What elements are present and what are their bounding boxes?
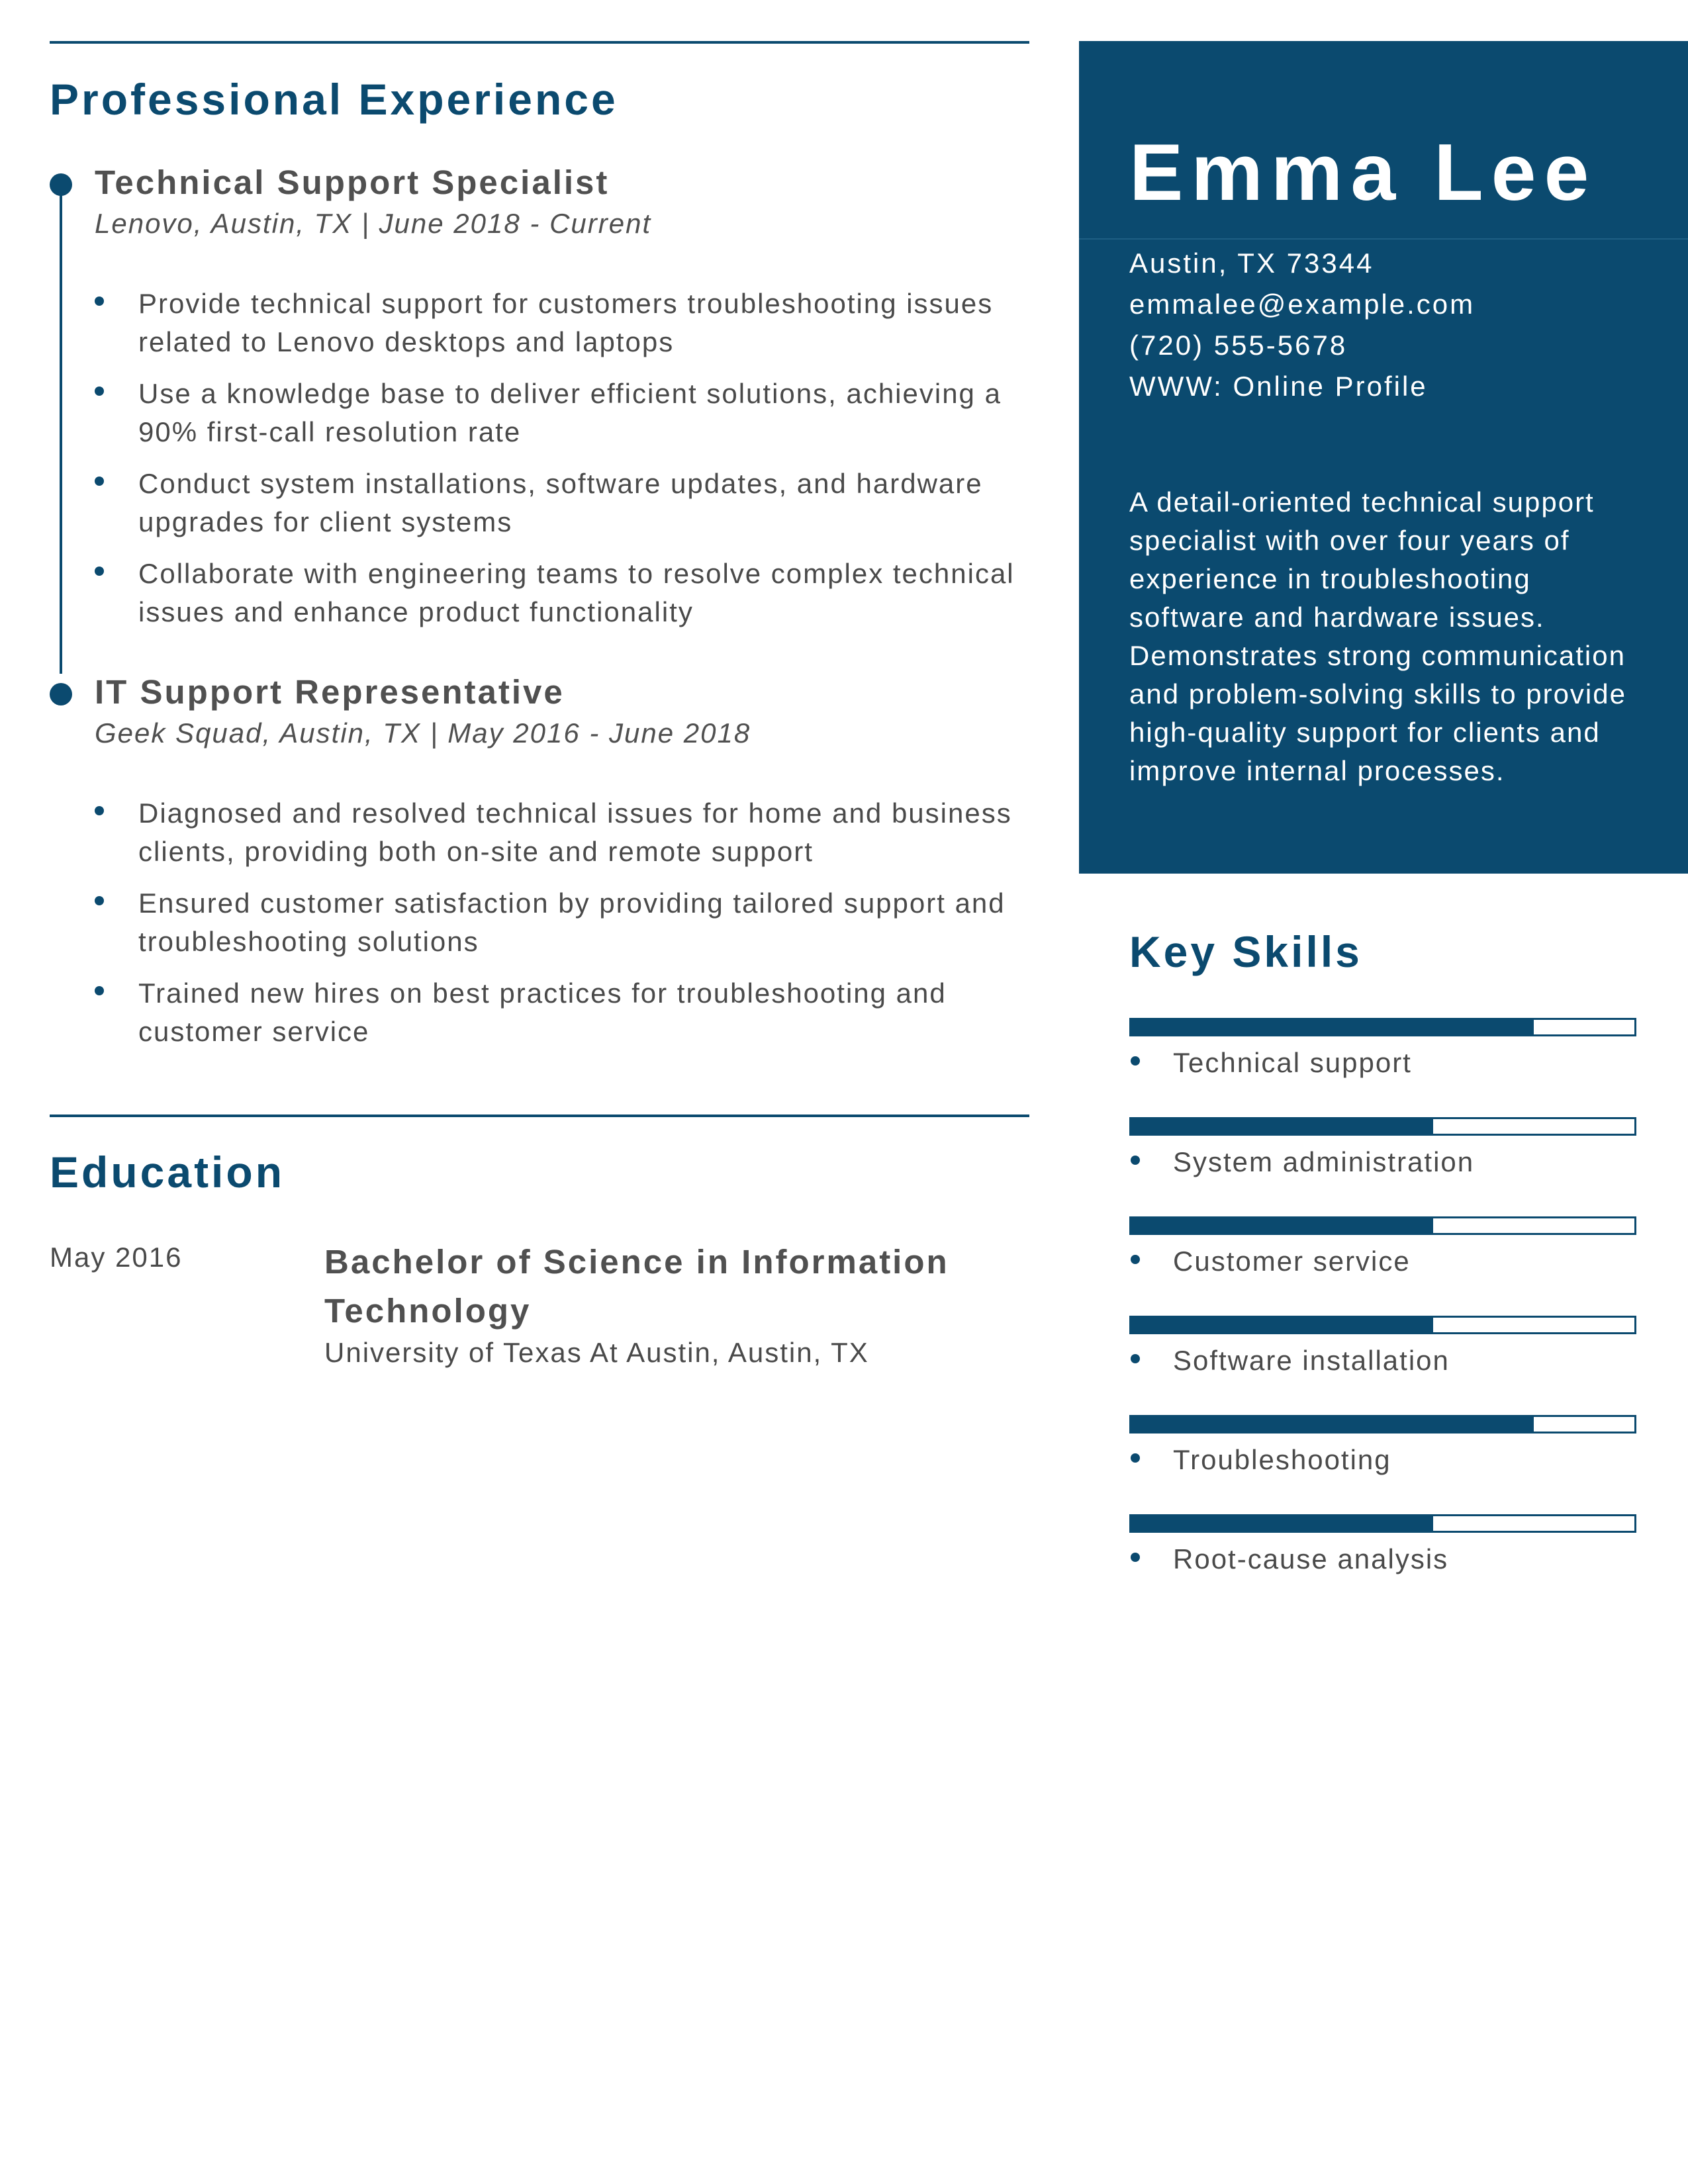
profile-summary: A detail-oriented technical support specialist with over four years of experience in troubleshooting software and hardware issues. Demonstrates strong communication and problem-solving skills to provide high-quality support for clients and improve internal processes. <box>1129 486 1626 786</box>
education-school: University of Texas At Austin, Austin, TX <box>324 1337 869 1368</box>
job-bullet: Conduct system installations, software updates, and hardware upgrades for client systems <box>95 465 1029 541</box>
job-meta <box>95 208 651 240</box>
skill-label: Customer service <box>1129 1246 1411 1277</box>
timeline-dot-icon <box>50 683 72 705</box>
education-divider <box>50 1115 1029 1117</box>
experience-heading: Professional Experience <box>50 75 618 124</box>
skill-level-fill <box>1131 1218 1433 1233</box>
job-bullet: Ensured customer satisfaction by providing tailored support and troubleshooting solutions <box>95 884 1029 961</box>
profile-sidebar <box>1079 41 1688 874</box>
job-bullet: Trained new hires on best practices for troubleshooting and customer service <box>95 974 1029 1051</box>
contact-location: Austin, TX 73344 <box>1129 248 1374 279</box>
skill-label: System administration <box>1129 1146 1474 1178</box>
skill-level-fill <box>1131 1318 1433 1332</box>
job-title: IT Support Representative <box>95 673 565 711</box>
skill-level-bar <box>1129 1117 1636 1136</box>
candidate-name: Emma Lee <box>1129 127 1597 217</box>
timeline-line <box>60 193 62 674</box>
job-bullet: Diagnosed and resolved technical issues for home and business clients, providing both on-site and remote support <box>95 794 1029 871</box>
skill-level-bar <box>1129 1514 1636 1533</box>
skills-heading: Key Skills <box>1129 927 1362 976</box>
skill-label: Software installation <box>1129 1345 1450 1377</box>
education-date: May 2016 <box>50 1242 183 1273</box>
company-name: Lenovo <box>95 208 194 239</box>
job-bullets <box>95 794 1029 1064</box>
education-heading: Education <box>50 1148 285 1197</box>
skill-level-fill <box>1131 1020 1534 1034</box>
skill-level-fill <box>1131 1417 1534 1432</box>
contact-info <box>1129 243 1475 407</box>
skill-label: Root-cause analysis <box>1129 1543 1448 1575</box>
education-degree: Bachelor of Science in Information Technology <box>324 1243 949 1330</box>
skill-label: Troubleshooting <box>1129 1444 1391 1476</box>
timeline-dot-icon <box>50 173 72 196</box>
experience-divider <box>50 41 1029 44</box>
job-title: Technical Support Specialist <box>95 163 610 201</box>
job-bullets <box>95 285 1029 645</box>
skill-level-fill <box>1131 1119 1433 1134</box>
contact-phone: (720) 555-5678 <box>1129 330 1348 361</box>
contact-website[interactable]: WWW: Online Profile <box>1129 371 1428 402</box>
job-bullet: Use a knowledge base to deliver efficient solutions, achieving a 90% first-call resolution rate <box>95 375 1029 451</box>
name-divider <box>1079 238 1688 240</box>
skill-level-bar <box>1129 1316 1636 1334</box>
skill-level-bar <box>1129 1216 1636 1235</box>
job-bullet: Collaborate with engineering teams to resolve complex technical issues and enhance product functionality <box>95 555 1029 631</box>
skill-level-fill <box>1131 1516 1433 1531</box>
skill-level-bar <box>1129 1415 1636 1433</box>
job-meta <box>95 717 751 749</box>
skill-label: Technical support <box>1129 1047 1412 1079</box>
skill-level-bar <box>1129 1018 1636 1036</box>
job-bullet: Provide technical support for customers troubleshooting issues related to Lenovo desktops and laptops <box>95 285 1029 361</box>
contact-email[interactable]: emmalee@example.com <box>1129 289 1476 320</box>
job-location-dates: , Austin, TX | June 2018 - Current <box>193 208 652 239</box>
job-location-dates: , Austin, TX | May 2016 - June 2018 <box>262 717 751 749</box>
company-name: Geek Squad <box>95 717 263 749</box>
